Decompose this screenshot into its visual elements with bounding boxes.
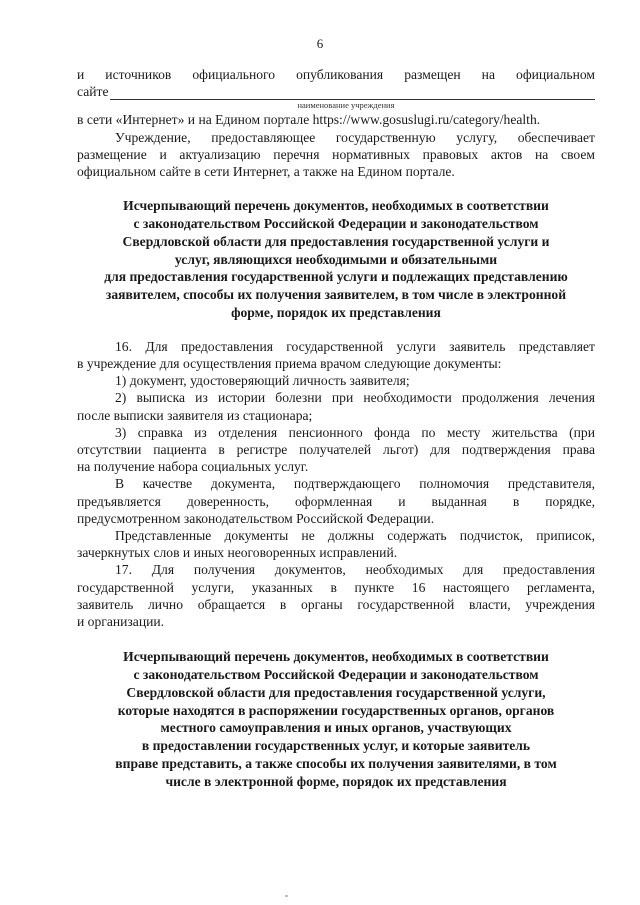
p16-item-2-line-1: 2) выписка из истории болезни при необходимости продолжения лечения bbox=[115, 390, 595, 406]
p16-p3-line-2: зачеркнутых слов и иных неоговоренных исправлений. bbox=[77, 545, 398, 561]
heading-line: Свердловской области для предоставления государственной услуги, bbox=[126, 684, 546, 700]
heading-line: заявителем, способы их получения заявителем, в том числе в электронной bbox=[105, 287, 567, 303]
heading-line: числе в электронной форме, порядок их представления bbox=[165, 773, 507, 789]
section-heading-required-documents bbox=[77, 197, 595, 322]
p17-line-1: 17. Для получения документов, необходимых для предоставления bbox=[115, 562, 595, 578]
heading-line: в предоставлении государственных услуг, и которые заявитель bbox=[141, 738, 531, 754]
p17-line-4: и организации. bbox=[77, 614, 165, 630]
p16-item-3-line-1: 3) справка из отделения пенсионного фонда по месту жительства (при bbox=[115, 424, 595, 440]
p16-line-1: 16. Для предоставления государственной услуги заявитель представляет bbox=[115, 338, 595, 354]
intro-p2-line-3: официальном сайте в сети Интернет, а также на Едином портале. bbox=[77, 164, 455, 180]
section-heading-optional-documents bbox=[77, 648, 595, 790]
heading-line: для предоставления государственной услуги и подлежащих представлению bbox=[104, 269, 568, 285]
p16-line-2: в учреждение для осуществления приема врачом следующие документы: bbox=[77, 356, 502, 371]
p16-item-1: 1) документ, удостоверяющий личность заявителя; bbox=[115, 373, 410, 389]
heading-line: услуг, являющихся необходимыми и обязательными bbox=[174, 251, 498, 267]
intro-line-3: в сети «Интернет» и на Едином портале https://www.gosuslugi.ru/category/health. bbox=[77, 112, 541, 128]
p17-line-3: заявитель лично обращается в органы государственной власти, учреждения bbox=[77, 596, 595, 612]
heading-line: с законодательством Российской Федерации и законодательством bbox=[133, 667, 539, 683]
heading-line: Свердловской области для предоставления государственной услуги и bbox=[122, 233, 550, 249]
intro-line-1: и источников официального опубликования размещен на официальном bbox=[77, 67, 595, 82]
intro-line-2 bbox=[77, 83, 595, 100]
p16-p2-line-3: предусмотренном законодательством Российской Федерации. bbox=[77, 510, 435, 526]
heading-line: Исчерпывающий перечень документов, необходимых в соответствии bbox=[123, 649, 549, 665]
heading-line: Исчерпывающий перечень документов, необходимых в соответствии bbox=[123, 198, 549, 214]
document-body bbox=[77, 66, 595, 791]
heading-line: с законодательством Российской Федерации и законодательством bbox=[133, 216, 539, 232]
p16-item-3-line-3: на получение набора социальных услуг. bbox=[77, 459, 309, 475]
p16-p3-line-1: Представленные документы не должны содержать подчисток, приписок, bbox=[115, 528, 595, 544]
heading-line: местного самоуправления и иных органов, участвующих bbox=[160, 720, 512, 736]
intro-p2-line-1: Учреждение, предоставляющее государственную услугу, обеспечивает bbox=[115, 129, 595, 145]
institution-name-blank bbox=[110, 86, 595, 100]
institution-name-caption: наименование учреждения bbox=[297, 100, 395, 111]
paragraph-17 bbox=[77, 561, 595, 630]
page-number: 6 bbox=[316, 36, 324, 51]
p16-p2-line-2: предъявляется доверенность, оформленная и выданная в порядке, bbox=[77, 493, 595, 509]
intro-line-2-prefix: сайте bbox=[77, 84, 109, 100]
p16-p2-line-1: В качестве документа, подтверждающего полномочия представителя, bbox=[115, 476, 595, 492]
p16-item-2-line-2: после выписки заявителя из стационара; bbox=[77, 407, 313, 423]
intro-p2-line-2: размещение и актуализацию перечня нормативных правовых актов на своем bbox=[77, 146, 595, 162]
heading-line: вправе представить, а также способы их получения заявителями, в том bbox=[115, 756, 557, 772]
paragraph-16 bbox=[77, 338, 595, 562]
heading-line: которые находятся в распоряжении государственных органов, органов bbox=[117, 702, 555, 718]
heading-line: форме, порядок их представления bbox=[231, 305, 441, 320]
p17-line-2: государственной услуги, указанных в пункте 16 настоящего регламента, bbox=[77, 579, 595, 595]
scan-speck bbox=[285, 895, 288, 897]
p16-item-3-line-2: отсутствии пациента в регистре получателей льгот) для подтверждения права bbox=[77, 442, 595, 458]
